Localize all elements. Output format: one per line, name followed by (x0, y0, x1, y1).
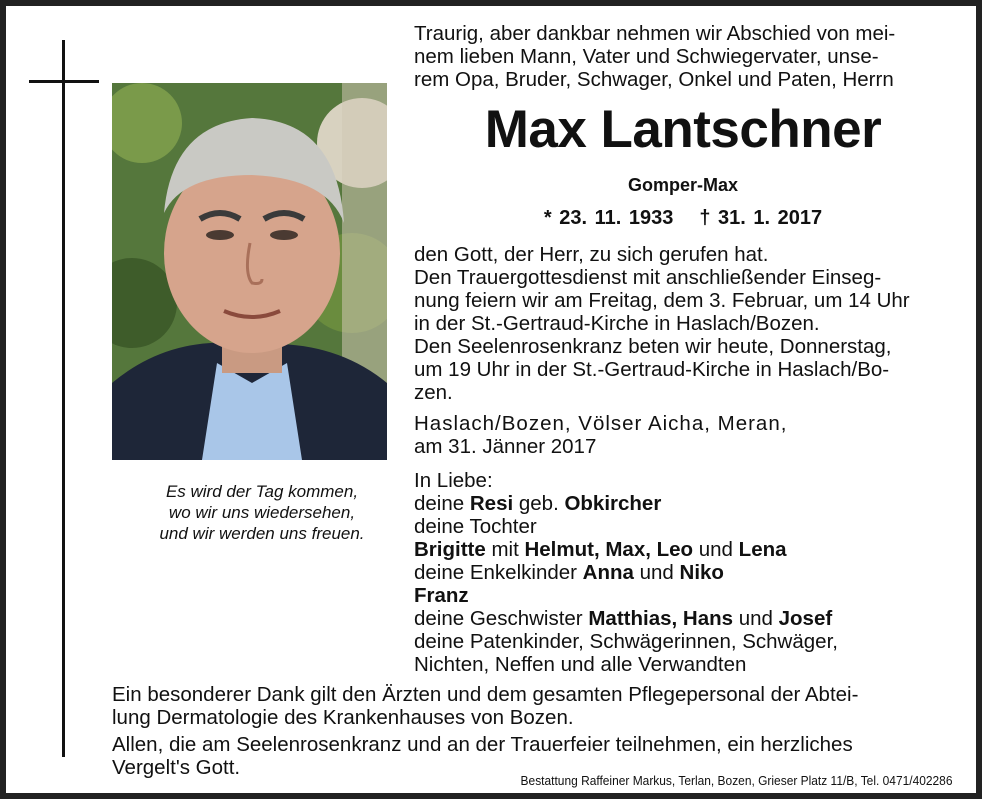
cross-icon (62, 40, 65, 757)
deceased-nickname: Gomper-Max (627, 175, 739, 195)
memorial-quote (112, 481, 412, 544)
body-line: zen. (414, 381, 453, 404)
deceased-name: Max Lantschner (484, 100, 882, 159)
intro-line: Traurig, aber dankbar nehmen wir Abschied von mei- (414, 22, 896, 45)
thanks-line: lung Dermatologie des Krankenhauses von Bozen. (112, 706, 574, 729)
family-wife: deine Resi geb. Obkircher (414, 492, 662, 515)
body-line: Den Trauergottesdienst mit anschließender Einseg- (414, 266, 882, 289)
family-siblings: deine Geschwister Matthias, Hans und Josef (414, 607, 833, 630)
intro-line: nem lieben Mann, Vater und Schwiegervater, unse- (414, 45, 879, 68)
birth-date: * 23. 11. 1933 (543, 207, 674, 229)
family-intro: In Liebe: (414, 469, 493, 492)
thanks-line: Ein besonderer Dank gilt den Ärzten und dem gesamten Pflegepersonal der Abtei- (112, 683, 859, 706)
place-and-date (414, 412, 787, 458)
family-franz: Franz (414, 584, 469, 607)
body-line: nung feiern wir am Freitag, dem 3. Februar, um 14 Uhr (414, 289, 910, 312)
quote-line: wo wir uns wiedersehen, (168, 503, 356, 522)
thanks-line: Vergelt's Gott. (112, 756, 241, 779)
family-godchildren: deine Patenkinder, Schwägerinnen, Schwäger, (414, 630, 838, 653)
family-grandchildren: deine Enkelkinder Anna und Niko (414, 561, 724, 584)
family-relatives: Nichten, Neffen und alle Verwandten (414, 653, 747, 676)
undertaker-info: Bestattung Raffeiner Markus, Terlan, Bozen, Grieser Platz 11/B, Tel. 0471/402286 (520, 773, 952, 788)
intro-line: rem Opa, Bruder, Schwager, Onkel und Paten, Herrn (414, 68, 894, 91)
family-daughter: Brigitte mit Helmut, Max, Leo und Lena (414, 538, 787, 561)
service-info (414, 243, 910, 404)
portrait-image (112, 83, 387, 460)
place-line: Haslach/Bozen, Völser Aicha, Meran, (414, 412, 788, 435)
death-date: † 31. 1. 2017 (699, 207, 823, 229)
mourners-list (414, 469, 838, 676)
body-line: Den Seelenrosenkranz beten wir heute, Donnerstag, (414, 335, 892, 358)
body-line: den Gott, der Herr, zu sich gerufen hat. (414, 243, 769, 266)
quote-line: und wir werden uns freuen. (159, 524, 365, 543)
body-line: in der St.-Gertraud-Kirche in Haslach/Bozen. (414, 312, 820, 335)
thanks-line: Allen, die am Seelenrosenkranz und an der Trauerfeier teilnehmen, ein herzliches (112, 733, 853, 756)
body-line: um 19 Uhr in der St.-Gertraud-Kirche in Haslach/Bo- (414, 358, 890, 381)
thanks-text (112, 683, 858, 779)
quote-line: Es wird der Tag kommen, (165, 482, 359, 501)
portrait-photo (112, 83, 387, 460)
intro-text (414, 22, 895, 91)
life-dates (414, 205, 952, 231)
family-daughter-label: deine Tochter (414, 515, 537, 538)
cross-icon-bar (29, 80, 99, 83)
date-line: am 31. Jänner 2017 (414, 435, 597, 458)
